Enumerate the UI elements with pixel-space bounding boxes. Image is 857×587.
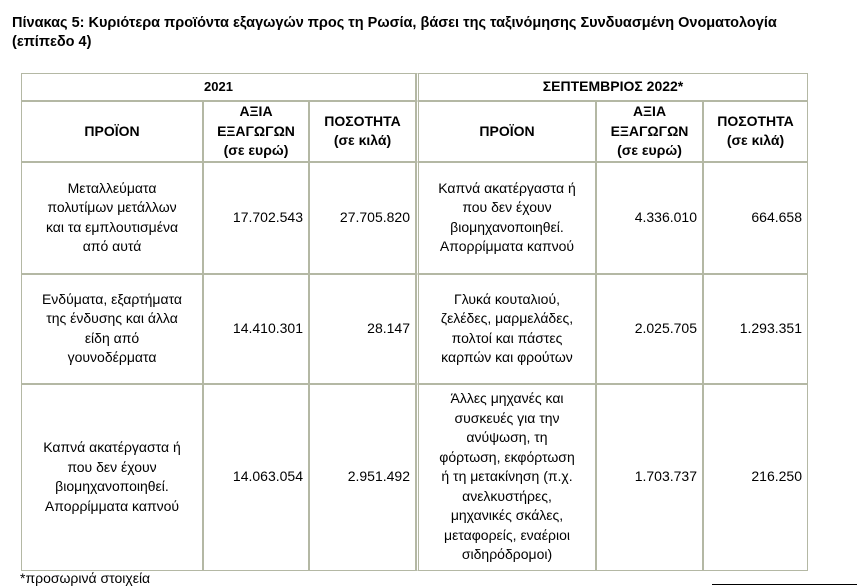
exports-table: [21, 73, 808, 571]
quantity-cell: 1.293.351: [703, 274, 808, 384]
product-cell: Γλυκά κουταλιού, ζελέδες, μαρμελάδες, πολτοί και πάστες καρπών και φρούτων: [416, 274, 596, 384]
value-cell: 14.410.301: [203, 274, 309, 384]
quantity-cell: 28.147: [309, 274, 416, 384]
value-cell: 1.703.737: [596, 384, 703, 571]
footer-rule: [712, 584, 857, 585]
quantity-cell: 216.250: [703, 384, 808, 571]
column-header-row: [21, 101, 808, 162]
quantity-cell: 664.658: [703, 162, 808, 274]
quantity-cell: 2.951.492: [309, 384, 416, 571]
group-header-row: [21, 73, 808, 101]
value-cell: 4.336.010: [596, 162, 703, 274]
column-header-quantity: ΠΟΣΟΤΗΤΑ (σε κιλά): [309, 101, 416, 162]
product-cell: Καπνά ακατέργαστα ή που δεν έχουν βιομηχανοποιηθεί. Απορρίμματα καπνού: [416, 162, 596, 274]
group-header-sept-2022: ΣΕΠΤΕΜΒΡΙΟΣ 2022*: [416, 73, 808, 101]
table-row: [21, 274, 808, 384]
product-cell: Μεταλλεύματα πολυτίμων μετάλλων και τα εμπλουτισμένα από αυτά: [21, 162, 203, 274]
table-caption: Πίνακας 5: Κυριότερα προϊόντα εξαγωγών προς τη Ρωσία, βάσει της ταξινόμησης Συνδυασμένη Ονοματολογία (επίπεδο 4): [12, 15, 777, 50]
product-cell: Ενδύματα, εξαρτήματα της ένδυσης και άλλα είδη από γουνοδέρματα: [21, 274, 203, 384]
table-row: [21, 162, 808, 274]
column-header-product: ΠΡΟΪΟΝ: [416, 101, 596, 162]
product-cell: Άλλες μηχανές και συσκευές για την ανύψωση, τη φόρτωση, εκφόρτωση ή τη μετακίνηση (π.χ. ανελκυστήρες, μηχανικές σκάλες, μεταφορείς, εναέριοι σιδηρόδρομοι): [416, 384, 596, 571]
product-cell: Καπνά ακατέργαστα ή που δεν έχουν βιομηχανοποιηθεί. Απορρίμματα καπνού: [21, 384, 203, 571]
footnote: *προσωρινά στοιχεία: [20, 570, 151, 586]
value-cell: 17.702.543: [203, 162, 309, 274]
value-cell: 2.025.705: [596, 274, 703, 384]
column-header-value: ΑΞΙΑ ΕΞΑΓΩΓΩΝ (σε ευρώ): [596, 101, 703, 162]
quantity-cell: 27.705.820: [309, 162, 416, 274]
column-header-value: ΑΞΙΑ ΕΞΑΓΩΓΩΝ (σε ευρώ): [203, 101, 309, 162]
column-header-quantity: ΠΟΣΟΤΗΤΑ (σε κιλά): [703, 101, 808, 162]
value-cell: 14.063.054: [203, 384, 309, 571]
column-header-product: ΠΡΟΪΟΝ: [21, 101, 203, 162]
table-row: [21, 384, 808, 571]
group-header-2021: 2021: [21, 73, 416, 101]
